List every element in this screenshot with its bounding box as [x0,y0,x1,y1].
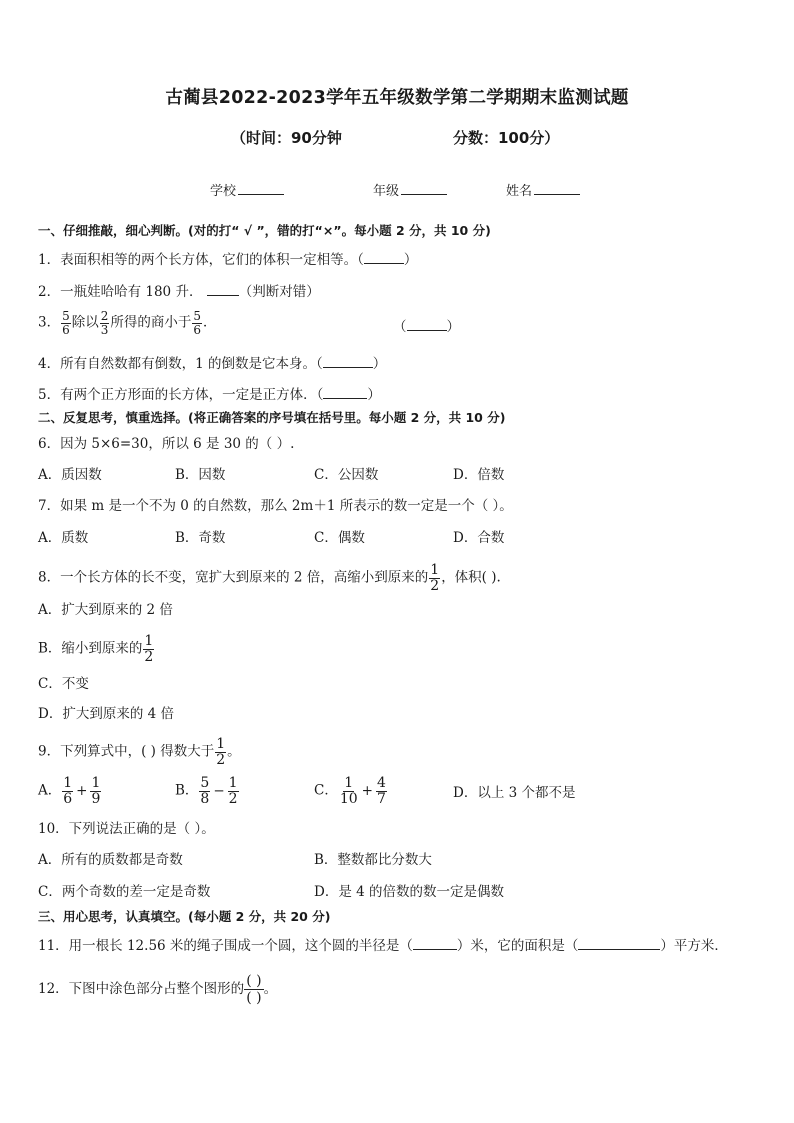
q9-c-frac-2: $\frac{4}{7}$ [376,775,386,807]
q8-option-b-text: B．缩小到原来的 [38,640,143,657]
q9-c-label: C． [314,782,338,799]
q8-post: ，体积( ). [441,569,501,586]
q2-text: 2．一瓶娃哈哈有 180 升． [38,284,203,300]
question-12 [38,973,277,1006]
q9-a-frac-1: $\frac{1}{6}$ [63,775,73,807]
question-6: 6．因为 5×6=30，所以 6 是 30 的（ ）. [38,436,295,452]
q5-answer-blank[interactable] [323,386,367,399]
q7-option-d[interactable]: D．合数 [453,530,505,546]
q11-area-blank[interactable] [578,937,660,950]
question-4 [38,355,386,372]
section2-header: 二、反复思考，慎重选择。(将正确答案的序号填在括号里。每小题 2 分，共 10 分) [38,410,506,425]
q6-option-a[interactable]: A．质因数 [38,467,102,483]
q9-option-c[interactable] [314,776,388,806]
q2-answer-blank[interactable] [207,283,239,296]
q11-text: 11．用一根长 12.56 米的绳子围成一个圆，这个圆的半径是（ [38,938,413,954]
q1-close: ） [403,252,418,268]
name-blank[interactable] [534,182,580,195]
question-7: 7．如果 m 是一个不为 0 的自然数，那么 2m＋1 所表示的数一定是一个（ ）。 [38,498,513,514]
q8-option-a[interactable]: A．扩大到原来的 2 倍 [38,602,173,618]
q12-post: 。 [263,981,278,998]
q2-post: （判断对错） [238,284,320,300]
section3-header: 三、用心思考，认真填空。(每小题 2 分，共 20 分) [38,909,331,924]
grade-field[interactable] [373,182,447,198]
page-title: 古蔺县2022-2023学年五年级数学第二学期期末监测试题 [165,88,629,108]
question-9 [38,737,241,767]
q11-mid: ）米，它的面积是（ [456,938,579,954]
q9-text: 9．下列算式中，( ) 得数大于 [38,743,215,760]
q7-option-a[interactable]: A．质数 [38,530,89,546]
q3-frac-1: $\frac{5}{6}$ [62,309,70,337]
q9-post: 。 [227,743,241,760]
q9-frac: $\frac{1}{2}$ [216,736,226,768]
question-3 [38,310,217,336]
q10-option-c[interactable]: C．两个奇数的差一定是奇数 [38,884,211,900]
q10-option-b[interactable]: B．整数都比分数大 [314,852,432,868]
q9-option-a[interactable] [38,776,102,806]
q10-option-a[interactable]: A．所有的质数都是奇数 [38,852,183,868]
q1-answer-blank[interactable] [364,251,404,264]
q12-answer-fraction[interactable]: $\frac{( )}{( )}$ [246,973,262,1007]
q9-a-operator: + [76,782,88,799]
q9-a-frac-2: $\frac{1}{9}$ [91,775,101,807]
time-info: （时间：90分钟 [231,129,342,147]
question-5 [38,386,381,403]
question-11 [38,937,728,954]
q3-close: ） [446,319,460,335]
name-label: 姓名 [506,184,533,199]
section1-header: 一、仔细推敲，细心判断。(对的打“ √ ”，错的打“×”。每小题 2 分，共 10 分) [38,223,491,238]
q11-radius-blank[interactable] [413,937,457,950]
school-blank[interactable] [238,182,284,195]
q6-option-d[interactable]: D．倍数 [453,467,505,483]
q9-option-d[interactable]: D．以上 3 个都不是 [453,785,576,801]
q9-b-frac-1: $\frac{5}{8}$ [200,775,210,807]
q3-frac-3: $\frac{5}{6}$ [193,309,202,337]
score-info: 分数：100分） [453,129,560,147]
q11-post: ）平方米． [660,938,728,954]
q1-text: 1．表面积相等的两个长方体，它们的体积一定相等。 [38,252,358,268]
q6-option-c[interactable]: C．公因数 [314,467,379,483]
q3-answer [393,318,460,335]
q3-answer-blank[interactable] [407,318,447,331]
question-2 [38,283,320,300]
q7-option-b[interactable]: B．奇数 [175,530,226,546]
q4-open: （ [315,356,323,372]
q3-frac-2: $\frac{2}{3}$ [100,309,109,337]
q8-option-c[interactable]: C．不变 [38,676,89,692]
q4-text: 4．所有自然数都有倒数，1 的倒数是它本身。 [38,356,316,372]
q9-a-label: A． [38,782,62,799]
q8-frac: $\frac{1}{2}$ [430,562,440,594]
q3-mid2: 所得的商小于 [110,314,192,331]
q12-text: 12．下图中涂色部分占整个图形的 [38,981,245,998]
q3-open: （ [393,319,407,335]
q5-text: 5．有两个正方形面的长方体，一定是正方体． [38,387,317,403]
q8-option-d[interactable]: D．扩大到原来的 4 倍 [38,706,174,722]
q9-option-b[interactable] [175,776,240,806]
q9-c-frac-1: $\frac{1}{10}$ [339,775,358,807]
grade-label: 年级 [373,184,400,199]
q6-option-b[interactable]: B．因数 [175,467,226,483]
q9-b-label: B． [175,782,199,799]
q7-option-c[interactable]: C．偶数 [314,530,365,546]
question-1 [38,251,417,268]
q9-b-frac-2: $\frac{1}{2}$ [228,775,238,807]
q8-option-b-frac: $\frac{1}{2}$ [144,633,154,665]
grade-blank[interactable] [401,182,447,195]
question-8 [38,563,501,593]
q10-option-d[interactable]: D．是 4 的倍数的数一定是偶数 [314,884,504,900]
school-label: 学校 [210,184,237,199]
school-field[interactable] [210,182,284,198]
q3-pre: 3． [38,314,61,331]
q1-open: （ [357,252,364,268]
question-10: 10．下列说法正确的是（ ）。 [38,821,215,837]
q4-answer-blank[interactable] [323,355,373,368]
q3-end: ． [203,314,217,331]
name-field[interactable] [506,182,580,198]
q4-close: ） [372,356,387,372]
q3-mid: 除以 [71,314,99,331]
q9-c-operator: + [361,782,373,799]
q9-b-operator: − [213,782,225,799]
q8-text: 8．一个长方体的长不变，宽扩大到原来的 2 倍，高缩小到原来的 [38,569,429,586]
q5-close: ） [367,387,381,403]
q5-open: （ [316,387,324,403]
q8-option-b[interactable] [38,634,155,664]
